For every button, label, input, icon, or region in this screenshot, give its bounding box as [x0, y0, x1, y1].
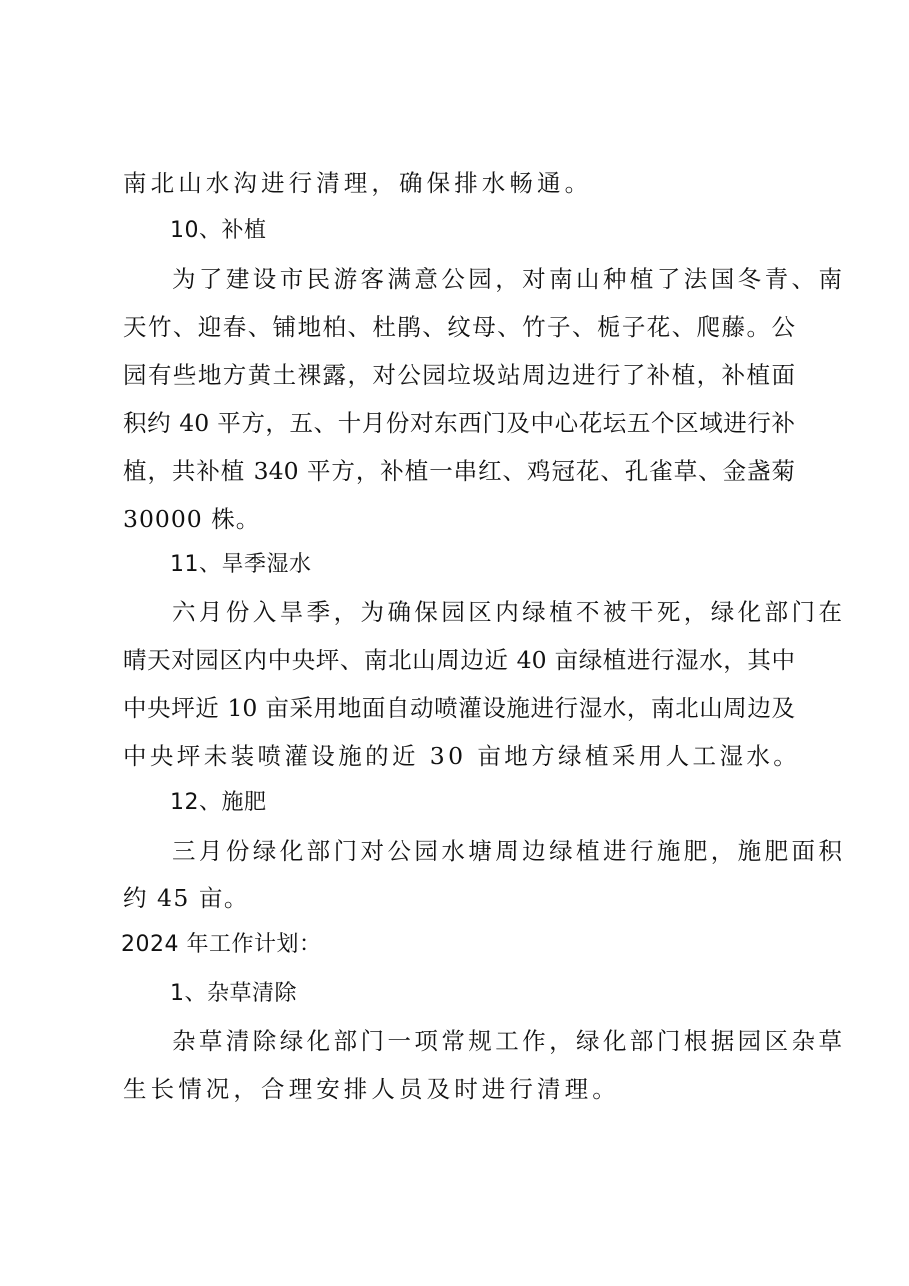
paragraph-line: 植，共补植 340 平方，补植一串红、鸡冠花、孔雀草、金盏菊 [123, 457, 795, 485]
paragraph-line: 园有些地方黄土裸露，对公园垃圾站周边进行了补植，补植面 [123, 361, 795, 389]
paragraph-line: 天竹、迎春、铺地柏、杜鹃、纹母、竹子、栀子花、爬藤。公 [123, 313, 795, 341]
paragraph-line: 中央坪未装喷灌设施的近 30 亩地方绿植采用人工湿水。 [123, 742, 801, 770]
paragraph-line: 约 45 亩。 [123, 884, 249, 912]
paragraph-line: 30000 株。 [123, 505, 261, 533]
paragraph-line: 生长情况，合理安排人员及时进行清理。 [123, 1075, 620, 1103]
section-heading-dry-season-watering: 11、旱季湿水 [170, 552, 312, 577]
paragraph-line: 南北山水沟进行清理，确保排水畅通。 [123, 169, 593, 197]
plan-heading: 2024 年工作计划： [121, 932, 322, 957]
paragraph-line: 为了建设市民游客满意公园，对南山种植了法国冬青、南 [172, 265, 842, 293]
section-heading-replanting: 10、补植 [170, 218, 267, 243]
paragraph-line: 中央坪近 10 亩采用地面自动喷灌设施进行湿水，南北山周边及 [123, 694, 795, 722]
paragraph-line: 晴天对园区内中央坪、南北山周边近 40 亩绿植进行湿水，其中 [123, 646, 795, 674]
section-heading-fertilizing: 12、施肥 [170, 790, 267, 815]
paragraph-line: 杂草清除绿化部门一项常规工作，绿化部门根据园区杂草 [172, 1027, 842, 1055]
paragraph-line: 三月份绿化部门对公园水塘周边绿植进行施肥，施肥面积 [172, 837, 842, 865]
paragraph-line: 六月份入旱季，为确保园区内绿植不被干死，绿化部门在 [172, 598, 842, 626]
paragraph-line: 积约 40 平方，五、十月份对东西门及中心花坛五个区域进行补 [123, 409, 795, 437]
plan-item-heading-weed-removal: 1、杂草清除 [170, 981, 297, 1006]
